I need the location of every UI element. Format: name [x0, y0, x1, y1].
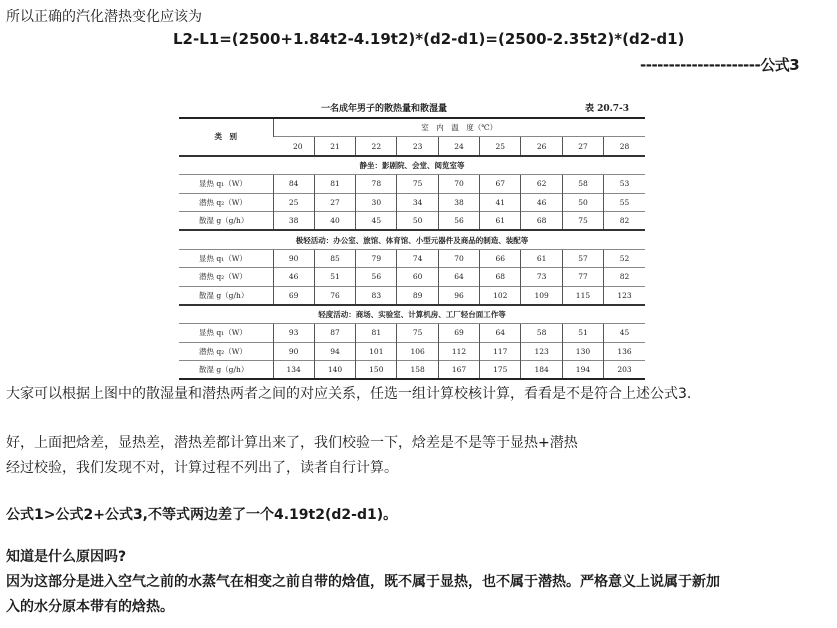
answer-line2: 入的水分原本带有的焓热。 [6, 599, 174, 615]
value-cell: 66 [480, 249, 521, 267]
heat-moisture-table [179, 117, 645, 380]
category-header: 类 别 [179, 118, 273, 156]
table-row [179, 249, 645, 267]
value-cell: 134 [273, 361, 314, 380]
value-cell: 27 [314, 193, 355, 211]
section-title: 轻度活动：商场、实验室、计算机房、工厂轻台面工作等 [179, 305, 645, 324]
temperature-cell: 28 [604, 137, 645, 156]
value-cell: 83 [356, 286, 397, 305]
value-cell: 81 [314, 175, 355, 193]
temperature-cell: 27 [562, 137, 603, 156]
value-cell: 184 [521, 361, 562, 380]
row-label: 潜热 q₂（W） [179, 193, 273, 211]
value-cell: 56 [438, 211, 479, 230]
value-cell: 76 [314, 286, 355, 305]
intro-text: 所以正确的汽化潜热变化应该为 [6, 9, 202, 25]
value-cell: 79 [356, 249, 397, 267]
temperature-cell: 25 [480, 137, 521, 156]
value-cell: 45 [604, 324, 645, 342]
value-cell: 51 [562, 324, 603, 342]
table-row [179, 286, 645, 305]
value-cell: 115 [562, 286, 603, 305]
value-cell: 85 [314, 249, 355, 267]
table-row [179, 175, 645, 193]
value-cell: 158 [397, 361, 438, 380]
value-cell: 25 [273, 193, 314, 211]
formula-main: L2-L1=(2500+1.84t2-4.19t2)*(d2-d1)=(2500-2.35t2)*(d2-d1) [173, 30, 685, 48]
value-cell: 77 [562, 268, 603, 286]
value-cell: 50 [562, 193, 603, 211]
value-cell: 56 [356, 268, 397, 286]
value-cell: 82 [604, 211, 645, 230]
value-cell: 68 [480, 268, 521, 286]
temperature-cell: 21 [314, 137, 355, 156]
value-cell: 55 [604, 193, 645, 211]
formula-tag: ---------------------公式3 [640, 56, 800, 74]
value-cell: 51 [314, 268, 355, 286]
value-cell: 70 [438, 175, 479, 193]
value-cell: 69 [273, 286, 314, 305]
row-label: 显热 q₁（W） [179, 249, 273, 267]
value-cell: 46 [273, 268, 314, 286]
table-row [179, 361, 645, 380]
temperature-header: 室 内 温 度（℃） [273, 118, 645, 137]
value-cell: 136 [604, 342, 645, 360]
value-cell: 150 [356, 361, 397, 380]
inequality-statement: 公式1>公式2+公式3,不等式两边差了一个4.19t2(d2-d1)。 [6, 507, 398, 523]
value-cell: 41 [480, 193, 521, 211]
section-title: 极轻活动：办公室、旅馆、体育馆、小型元器件及商品的制造、装配等 [179, 230, 645, 249]
row-label: 散湿 g（g/h） [179, 211, 273, 230]
table-row [179, 193, 645, 211]
table-row [179, 268, 645, 286]
value-cell: 203 [604, 361, 645, 380]
value-cell: 140 [314, 361, 355, 380]
temperature-cell: 20 [273, 137, 314, 156]
value-cell: 61 [480, 211, 521, 230]
value-cell: 74 [397, 249, 438, 267]
table-title: 一名成年男子的散热量和散湿量 [321, 104, 448, 114]
value-cell: 84 [273, 175, 314, 193]
value-cell: 64 [480, 324, 521, 342]
value-cell: 106 [397, 342, 438, 360]
value-cell: 75 [397, 175, 438, 193]
temperature-cell: 24 [438, 137, 479, 156]
value-cell: 45 [356, 211, 397, 230]
value-cell: 94 [314, 342, 355, 360]
value-cell: 75 [562, 211, 603, 230]
value-cell: 90 [273, 249, 314, 267]
row-label: 潜热 q₂（W） [179, 268, 273, 286]
value-cell: 38 [438, 193, 479, 211]
value-cell: 34 [397, 193, 438, 211]
row-label: 潜热 q₂（W） [179, 342, 273, 360]
section-row [179, 230, 645, 249]
value-cell: 57 [562, 249, 603, 267]
section-row [179, 305, 645, 324]
value-cell: 61 [521, 249, 562, 267]
value-cell: 73 [521, 268, 562, 286]
row-label: 散湿 g（g/h） [179, 286, 273, 305]
value-cell: 70 [438, 249, 479, 267]
value-cell: 53 [604, 175, 645, 193]
value-cell: 123 [521, 342, 562, 360]
value-cell: 58 [562, 175, 603, 193]
value-cell: 87 [314, 324, 355, 342]
value-cell: 50 [397, 211, 438, 230]
value-cell: 60 [397, 268, 438, 286]
value-cell: 69 [438, 324, 479, 342]
value-cell: 67 [480, 175, 521, 193]
value-cell: 109 [521, 286, 562, 305]
value-cell: 64 [438, 268, 479, 286]
temperature-cell: 22 [356, 137, 397, 156]
value-cell: 175 [480, 361, 521, 380]
value-cell: 46 [521, 193, 562, 211]
value-cell: 112 [438, 342, 479, 360]
question-text: 知道是什么原因吗? [6, 549, 127, 565]
value-cell: 81 [356, 324, 397, 342]
value-cell: 68 [521, 211, 562, 230]
table-row [179, 211, 645, 230]
value-cell: 130 [562, 342, 603, 360]
value-cell: 40 [314, 211, 355, 230]
value-cell: 78 [356, 175, 397, 193]
row-label: 显热 q₁（W） [179, 175, 273, 193]
scanned-table-image [175, 95, 648, 375]
table-number: 表 20.7-3 [585, 104, 630, 114]
row-label: 散湿 g（g/h） [179, 361, 273, 380]
table-row [179, 342, 645, 360]
value-cell: 102 [480, 286, 521, 305]
value-cell: 58 [521, 324, 562, 342]
paragraph-verify: 大家可以根据上图中的散湿量和潜热两者之间的对应关系，任选一组计算校核计算，看看是不是符合上述公式3. [6, 386, 692, 402]
value-cell: 101 [356, 342, 397, 360]
value-cell: 38 [273, 211, 314, 230]
temperature-cell: 26 [521, 137, 562, 156]
row-label: 显热 q₁（W） [179, 324, 273, 342]
value-cell: 90 [273, 342, 314, 360]
value-cell: 123 [604, 286, 645, 305]
value-cell: 82 [604, 268, 645, 286]
value-cell: 30 [356, 193, 397, 211]
value-cell: 167 [438, 361, 479, 380]
table-row [179, 324, 645, 342]
value-cell: 93 [273, 324, 314, 342]
section-row [179, 156, 645, 175]
value-cell: 62 [521, 175, 562, 193]
paragraph-check-line2: 经过校验，我们发现不对，计算过程不列出了，读者自行计算。 [6, 460, 398, 476]
section-title: 静坐：影剧院、会堂、阅览室等 [179, 156, 645, 175]
value-cell: 75 [397, 324, 438, 342]
answer-line1: 因为这部分是进入空气之前的水蒸气在相变之前自带的焓值，既不属于显热，也不属于潜热。严格意义上说属于新加 [6, 574, 720, 590]
paragraph-check-line1: 好，上面把焓差，显热差，潜热差都计算出来了，我们校验一下，焓差是不是等于显热+潜热 [6, 435, 578, 451]
value-cell: 194 [562, 361, 603, 380]
value-cell: 117 [480, 342, 521, 360]
temperature-cell: 23 [397, 137, 438, 156]
value-cell: 52 [604, 249, 645, 267]
value-cell: 96 [438, 286, 479, 305]
value-cell: 89 [397, 286, 438, 305]
